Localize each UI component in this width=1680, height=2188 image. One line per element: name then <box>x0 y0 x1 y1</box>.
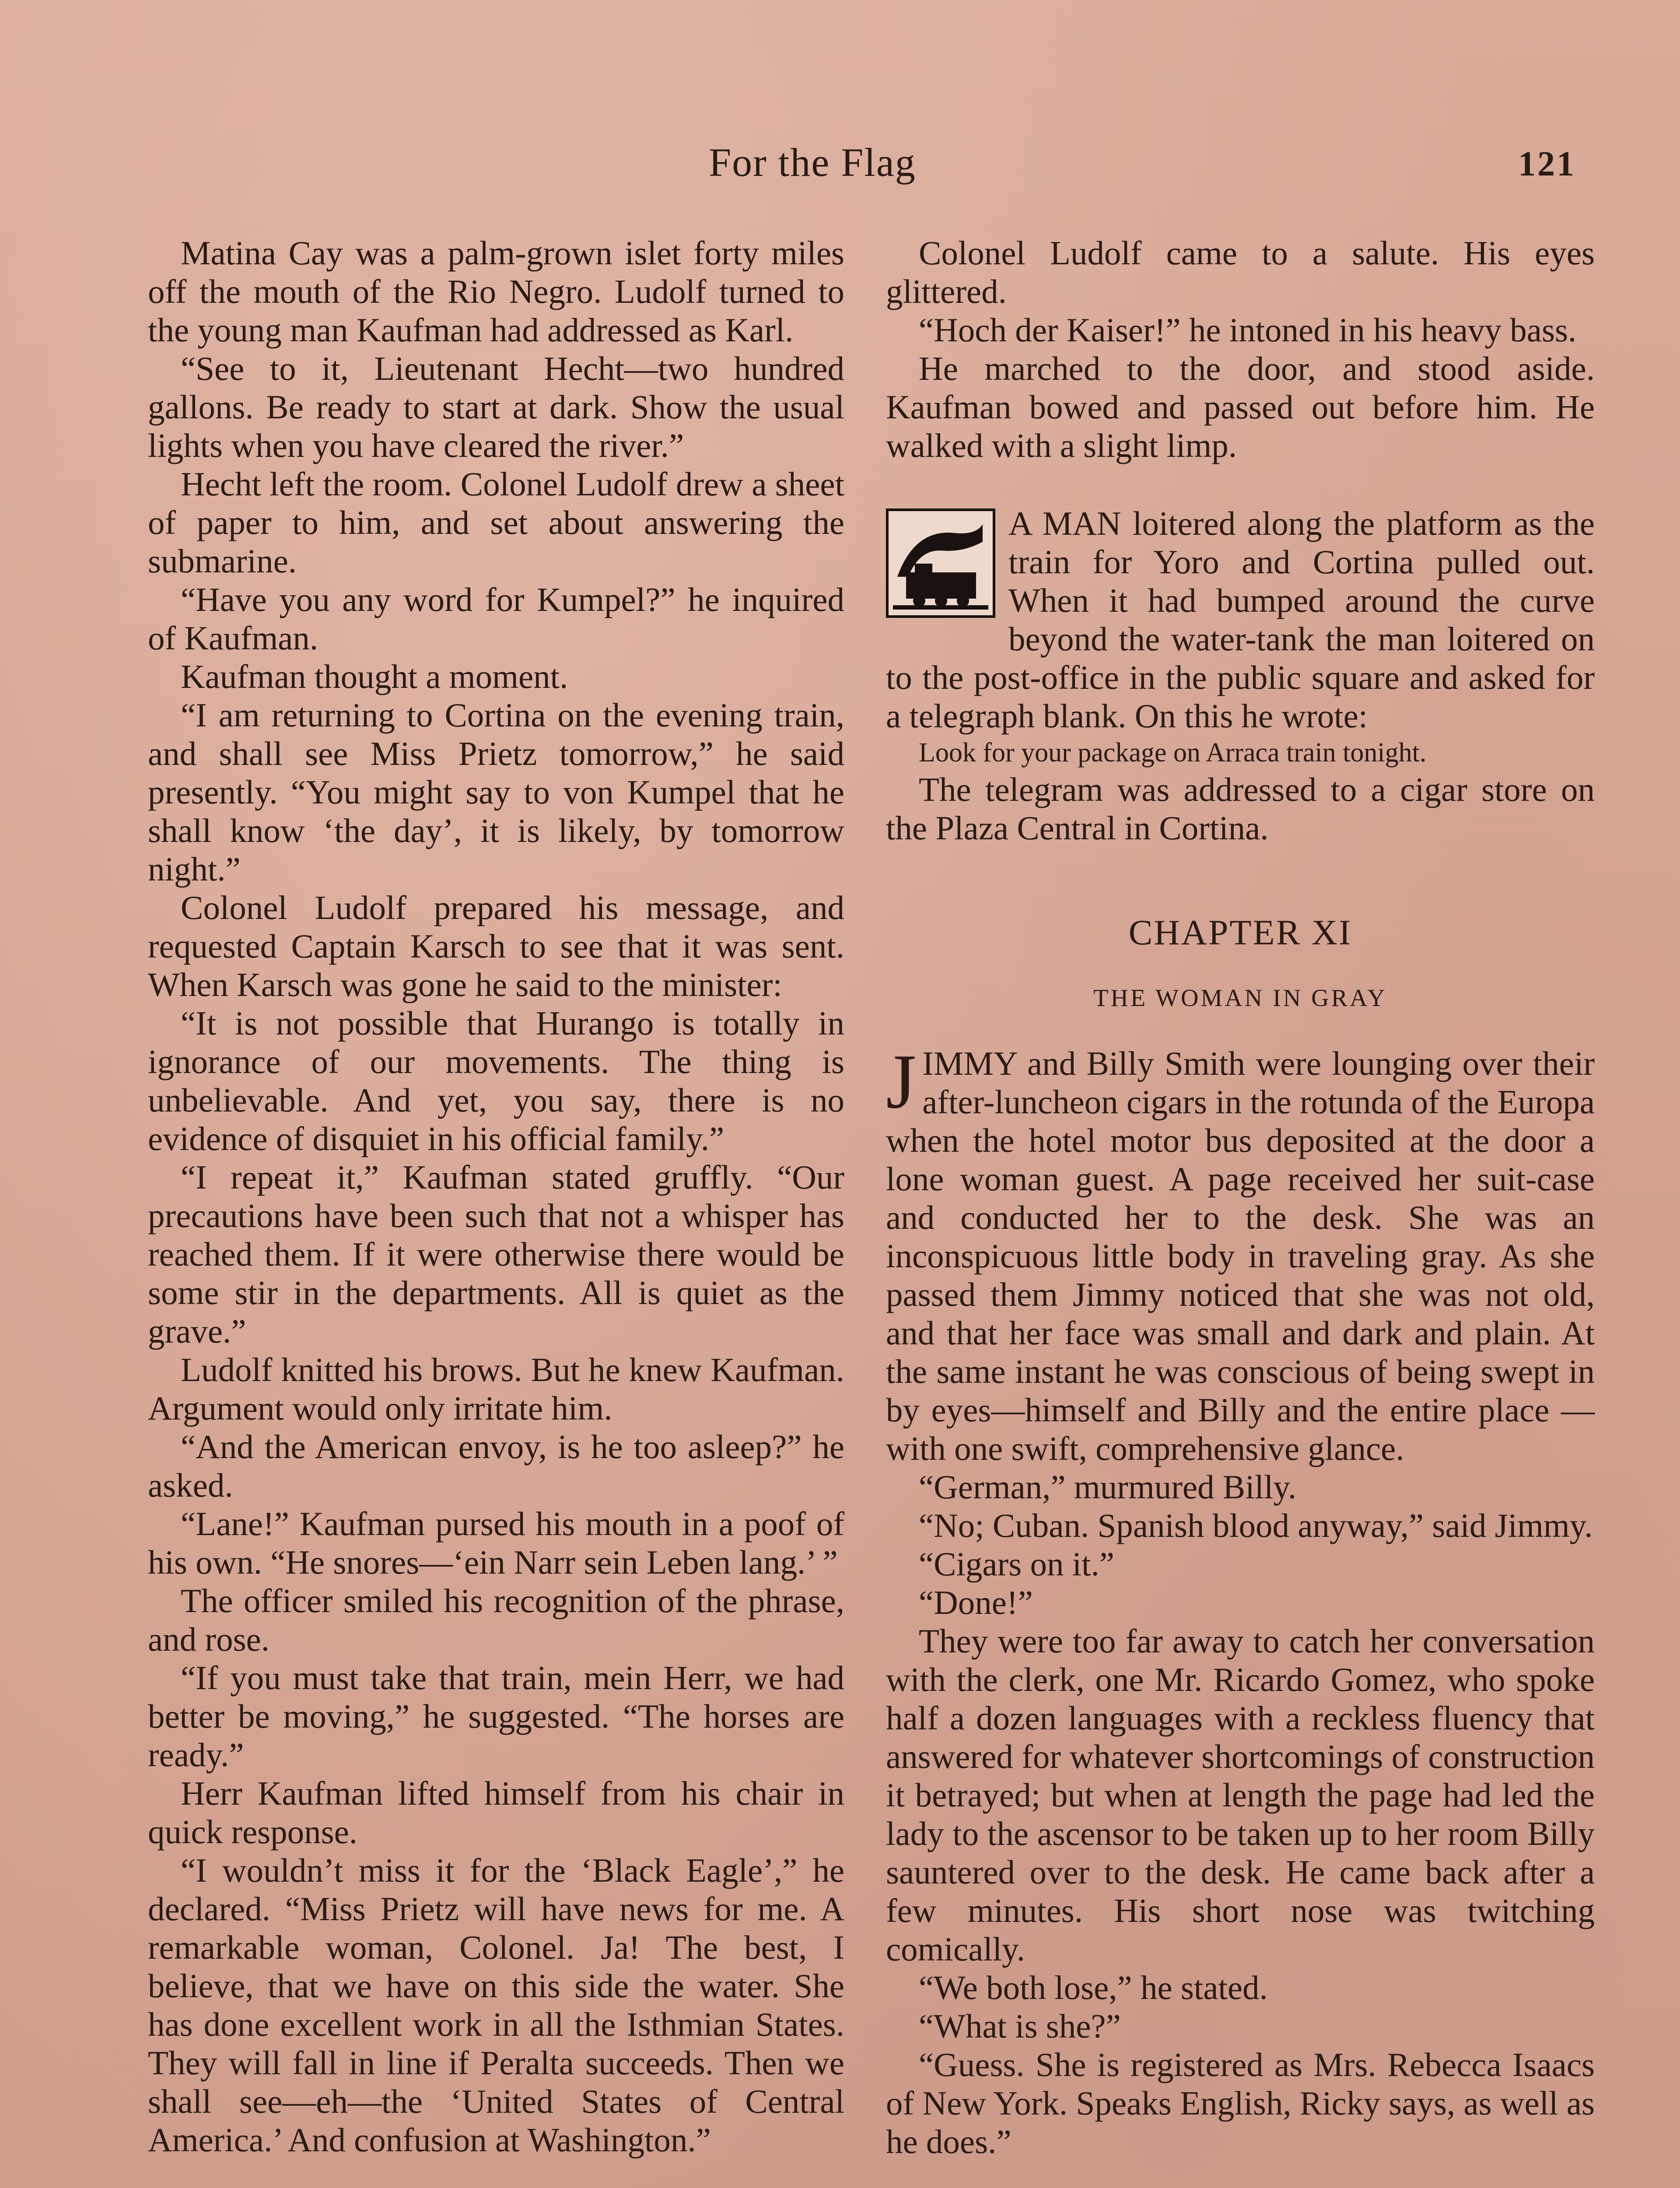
paragraph: “See to it, Lieutenant Hecht—two hundred gallons. Be ready to start at dark. Show the usual lights when you have cleared the river.” <box>148 350 844 464</box>
page-number: 121 <box>1518 145 1576 183</box>
paragraph: “German,” murmured Billy. <box>919 1468 1297 1506</box>
paragraph: “Hoch der Kaiser!” he intoned in his heavy bass. <box>919 311 1577 349</box>
paragraph: “And the American envoy, is he too asleep?” he asked. <box>148 1428 844 1504</box>
telegram-text: Look for your package on Arraca train tonight. <box>919 738 1427 768</box>
chapter-title: THE WOMAN IN GRAY <box>1093 985 1387 1012</box>
paragraph: “I wouldn’t miss it for the ‘Black Eagle’,” he declared. “Miss Prietz will have news for me. A remarkable woman, Colonel. Ja! The best, I believe, that we have on this side the water. She has done excellent work in all the Isthmian States. They will fall in line if Peralta succeeds. Then we shall see—eh—the ‘United States of Central America.’ And confusion at Washington.” <box>148 1851 844 2159</box>
chapter-number: CHAPTER XI <box>1128 912 1352 952</box>
running-head: For the Flag <box>709 140 916 185</box>
paragraph: “Have you any word for Kumpel?” he inquired of Kaufman. <box>148 581 844 657</box>
right-column <box>886 234 1595 2161</box>
paragraph: “If you must take that train, mein Herr, we had better be moving,” he suggested. “The horses are ready.” <box>148 1659 844 1774</box>
paragraph: “Cigars on it.” <box>919 1545 1114 1583</box>
section-break <box>886 504 1595 735</box>
paragraph: Kaufman thought a moment. <box>181 658 568 695</box>
paragraph: Herr Kaufman lifted himself from his chair in quick response. <box>148 1774 844 1851</box>
paragraph: “Guess. She is registered as Mrs. Rebecca Isaacs of New York. Speaks English, Ricky says, as well as he does.” <box>886 2046 1595 2160</box>
paragraph: “What is she?” <box>919 2007 1121 2045</box>
paragraph: “Lane!” Kaufman pursed his mouth in a poof of his own. “He snores—‘ein Narr sein Leben lang.’ ” <box>148 1505 844 1581</box>
paragraph: “It is not possible that Hurango is totally in ignorance of our movements. The thing is unbelievable. And yet, you say, there is no evidence of disquiet in his official family.” <box>148 1004 844 1157</box>
paragraph: A MAN loitered along the platform as the train for Yoro and Cortina pulled out. When it had bumped around the curve beyond the water-tank the man loitered on to the post-office in the public square and asked for a telegraph blank. On this he wrote: <box>886 505 1595 735</box>
paragraph: They were too far away to catch her conversation with the clerk, one Mr. Ricardo Gomez, who spoke half a dozen languages with a reckless fluency that answered for whatever shortcomings of construction it betrayed; but when at length the page had led the lady to the ascensor to be taken up to her room Billy sauntered over to the desk. He came back after a few minutes. His short nose was twitching comically. <box>886 1622 1595 1968</box>
paragraph: “I am returning to Cortina on the evening train, and shall see Miss Prietz tomorrow,” he said presently. “You might say to von Kumpel that he shall know ‘the day’, it is likely, by tomorrow night.” <box>148 696 844 888</box>
train-vignette-icon <box>886 508 995 618</box>
paragraph: “No; Cuban. Spanish blood anyway,” said Jimmy. <box>919 1507 1593 1544</box>
paragraph: Hecht left the room. Colonel Ludolf drew a sheet of paper to him, and set about answering the submarine. <box>148 465 844 580</box>
left-column <box>148 234 844 2159</box>
paragraph: The telegram was addressed to a cigar store on the Plaza Central in Cortina. <box>886 771 1595 847</box>
paragraph: IMMY and Billy Smith were lounging over their after-luncheon cigars in the rotunda of the Europa when the hotel motor bus deposited at the door a lone woman guest. A page received her suit-case and conducted her to the desk. She was an inconspicuous little body in traveling gray. As she passed them Jimmy noticed that she was not old, and that her face was small and dark and plain. At the same instant he was conscious of being swept in by eyes—himself and Billy and the entire place —with one swift, comprehensive glance. <box>886 1045 1595 1467</box>
drop-cap: J <box>886 1038 917 1125</box>
paragraph: The officer smiled his recognition of the phrase, and rose. <box>148 1582 844 1658</box>
paragraph: Matina Cay was a palm-grown islet forty miles off the mouth of the Rio Negro. Ludolf turned to the young man Kaufman had addressed as Karl. <box>148 234 844 349</box>
paragraph: He marched to the door, and stood aside. Kaufman bowed and passed out before him. He walked with a slight limp. <box>886 350 1595 464</box>
paragraph: Ludolf knitted his brows. But he knew Kaufman. Argument would only irritate him. <box>148 1351 844 1427</box>
chapter-opening <box>886 1038 1595 1468</box>
paragraph: “We both lose,” he stated. <box>919 1969 1268 2006</box>
paragraph: Colonel Ludolf came to a salute. His eyes glittered. <box>886 234 1595 310</box>
paragraph: “I repeat it,” Kaufman stated gruffly. “Our precautions have been such that not a whisper has reached them. If it were otherwise there would be some stir in the departments. All is quiet as the grave.” <box>148 1158 844 1350</box>
paragraph: Colonel Ludolf prepared his message, and requested Captain Karsch to see that it was sent. When Karsch was gone he said to the minister: <box>148 889 844 1003</box>
paragraph: “Done!” <box>919 1584 1033 1621</box>
